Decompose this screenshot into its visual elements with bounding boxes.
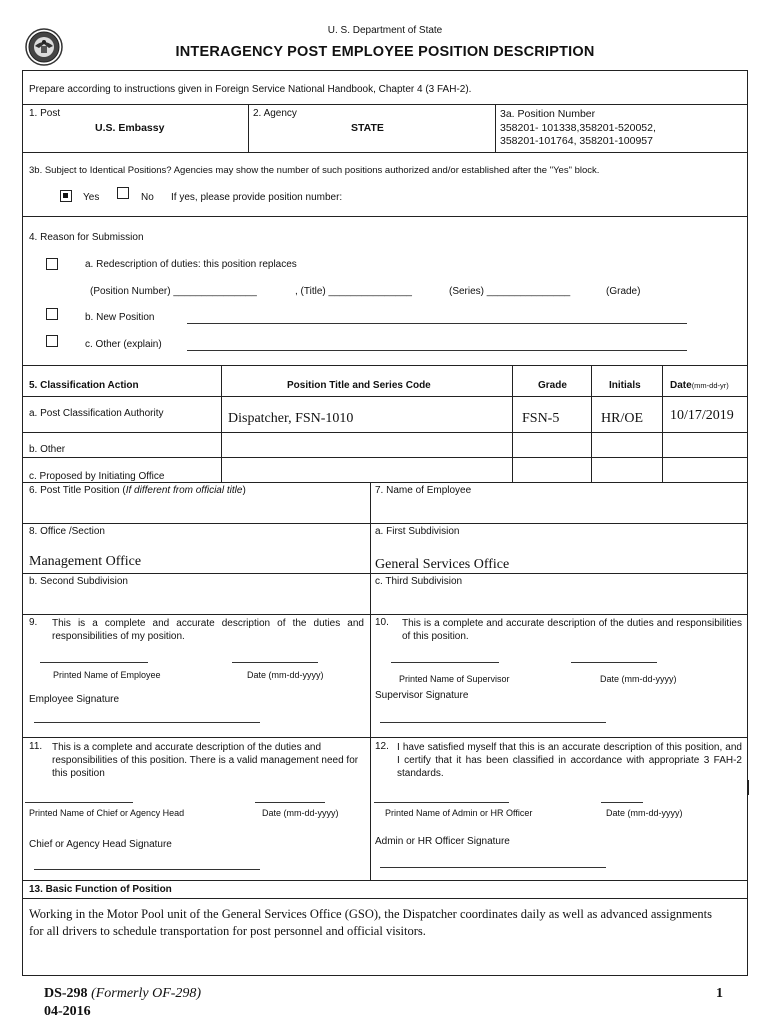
initials-header: Initials [609,380,641,391]
agency-value[interactable]: STATE [351,122,384,134]
sig10-date[interactable]: Date (mm-dd-yyyy) [600,674,677,684]
sig9-text: This is a complete and accurate description of the duties and responsibilities of my position. [52,618,364,642]
row-a-title[interactable]: Dispatcher, FSN-1010 [228,411,354,426]
post-title-label-prefix: 6. Post Title Position ( [29,485,126,496]
agency-label: 2. Agency [253,108,297,119]
sig12-printed-name[interactable]: Printed Name of Admin or HR Officer [385,808,533,818]
post-value[interactable]: U.S. Embassy [95,122,165,134]
position-number-line2[interactable]: 358201-101764, 358201-100957 [500,135,653,147]
other-label: c. Other (explain) [85,339,162,350]
sig11-num: 11. [29,741,43,752]
row-a-date[interactable]: 10/17/2019 [670,408,734,423]
position-number-field[interactable]: (Position Number) _______________ [90,286,257,297]
yes-checkbox[interactable] [60,190,72,202]
other-checkbox[interactable] [46,335,58,347]
sig12-text: I have satisfied myself that this is an accurate description of this position, and I certify that it has been classified in accordance with appropriate 3 FAH-2 standards. [397,742,742,779]
row-a-label: a. Post Classification Authority [29,408,164,419]
form-number [44,986,201,1002]
first-subdivision-value[interactable]: General Services Office [375,557,510,572]
sig10-text: This is a complete and accurate description of the duties and responsibilities of this position. [402,618,742,642]
form-formerly: (Formerly OF-298) [91,986,202,1001]
first-subdivision-label: a. First Subdivision [375,526,460,537]
sig12-num: 12. [375,741,389,752]
row-c-label: c. Proposed by Initiating Office [29,471,165,482]
no-label: No [141,192,154,203]
grade-field[interactable]: (Grade) [606,286,641,297]
sig11-date[interactable]: Date (mm-dd-yyyy) [262,808,339,818]
post-title-label-suffix: ) [242,485,246,496]
new-position-line[interactable] [187,323,687,324]
employee-name-label: 7. Name of Employee [375,485,472,496]
row-a-initials[interactable]: HR/OE [601,411,643,426]
second-subdivision-label: b. Second Subdivision [29,576,128,587]
sig9-date[interactable]: Date (mm-dd-yyyy) [247,670,324,680]
sig10-signature[interactable]: Supervisor Signature [375,690,469,701]
date-header [670,380,729,391]
yes-label: Yes [83,192,100,203]
date-header-format: (mm-dd-yr) [691,381,729,390]
sig9-signature[interactable]: Employee Signature [29,694,120,705]
basic-function-label: 13. Basic Function of Position [29,884,172,895]
page-title: INTERAGENCY POST EMPLOYEE POSITION DESCRIPTION [175,44,595,60]
series-field[interactable]: (Series) _______________ [449,286,571,297]
sig11-text: This is a complete and accurate description of the duties and responsibilities of this position. There is a valid management need for this position [52,742,359,779]
basic-function-text[interactable]: Working in the Motor Pool unit of the General Services Office (GSO), the Dispatcher coordinates daily as well as advanced assignments for all drivers to schedule transportation for post personnel and official visitors. [29,907,712,938]
form-date: 04-2016 [44,1004,91,1019]
post-title-label [29,485,246,496]
date-header-label: Date [670,380,692,391]
new-position-checkbox[interactable] [46,308,58,320]
post-label: 1. Post [29,108,61,119]
title-field[interactable]: , (Title) _______________ [295,286,412,297]
sig10-printed-name[interactable]: Printed Name of Supervisor [399,674,510,684]
office-section-label: 8. Office /Section [29,526,105,537]
classification-header: 5. Classification Action [29,380,139,391]
redescription-checkbox[interactable] [46,258,58,270]
sig9-printed-name[interactable]: Printed Name of Employee [53,670,161,680]
instructions: Prepare according to instructions given in Foreign Service National Handbook, Chapter 4 (3 FAH-2). [29,84,472,95]
sig11-printed-name[interactable]: Printed Name of Chief or Agency Head [29,808,185,818]
page-number: 1 [716,986,723,1001]
office-section-value[interactable]: Management Office [29,554,142,569]
position-number-label: 3a. Position Number [500,108,596,120]
if-yes-label: If yes, please provide position number: [171,192,343,203]
sig12-date[interactable]: Date (mm-dd-yyyy) [606,808,683,818]
row-b-label: b. Other [29,444,66,455]
other-explain-line[interactable] [187,350,687,351]
sig11-signature[interactable]: Chief or Agency Head Signature [29,839,172,850]
no-checkbox[interactable] [117,187,129,199]
reason-label: 4. Reason for Submission [29,232,144,243]
sig10-num: 10. [375,617,389,628]
sig12-signature[interactable]: Admin or HR Officer Signature [375,836,510,847]
redescription-label: a. Redescription of duties: this position replaces [85,259,297,270]
identical-positions-label: 3b. Subject to Identical Positions? Agencies may show the number of such positions authorized and/or established after the "Yes" block. [29,165,600,176]
title-series-header: Position Title and Series Code [287,380,431,391]
position-number-line1[interactable]: 358201- 101338,358201-520052, [500,122,656,134]
third-subdivision-label: c. Third Subdivision [375,576,463,587]
department-name: U. S. Department of State [327,25,443,36]
grade-header: Grade [538,380,567,391]
row-a-grade[interactable]: FSN-5 [522,411,560,426]
form-number-code: DS-298 [44,986,88,1001]
post-title-label-italic: If different from official title [125,485,243,496]
sig9-num: 9. [29,617,38,628]
new-position-label: b. New Position [85,312,155,323]
